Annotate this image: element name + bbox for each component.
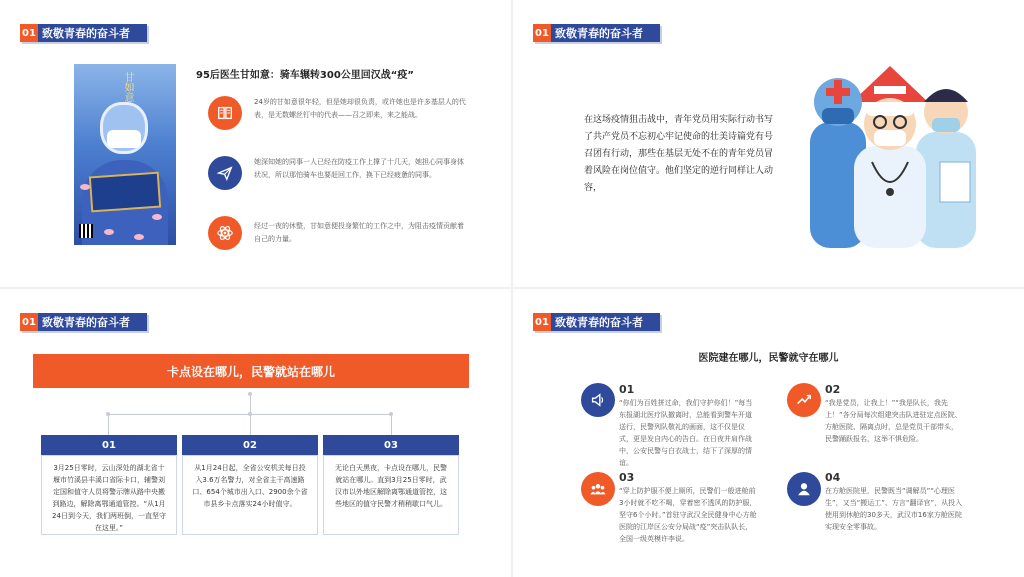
- medical-workers-illustration: [800, 62, 980, 248]
- section-title: 致敬青春的奋斗者: [551, 24, 660, 42]
- slide-3[interactable]: [0, 289, 511, 577]
- slide4-title: 医院建在哪儿，民警就守在哪儿: [698, 353, 839, 364]
- slide-4[interactable]: [513, 289, 1024, 577]
- section-number: 01: [533, 313, 551, 331]
- section-number: 01: [20, 24, 38, 42]
- section-tag: [20, 313, 147, 331]
- column-1-header: 01: [41, 435, 177, 455]
- people-icon: [581, 472, 615, 506]
- book-icon: [208, 96, 242, 130]
- column-2-text: 从1月24日起，全省公安机关每日投入3.6万名警力，对全省主干高速路口、654个城市出入口、2900余个省市县乡卡点落实24小时值守。: [182, 455, 318, 535]
- column-3-text: 无论白天黑夜，卡点设在哪儿，民警就站在哪儿。直到3月25日零时，武汉市以外地区解除离鄂通道管控，这些地区的值守民警才稍稍歇口气儿。: [323, 455, 459, 535]
- slide2-paragraph: 在这场疫情狙击战中，青年党员用实际行动书写了共产党员不忘初心牢记使命的壮美诗篇党有号召团有行动，那些在基层无处不在的青年党员冒着风险在岗位值守。他们坚定的逆行同样让人动容，: [584, 115, 774, 193]
- slide-1[interactable]: [0, 0, 511, 287]
- item-1-text: “你们为百姓拼过命，我们守护你们！”每当东报湖北医疗队撤离时，总能看到警车开道送行，民警列队敬礼的画面，这不仅是仪式，更是发自内心的告白。在日夜并肩作战中，公安民警与白衣战士，结下了深厚的情谊。: [619, 399, 753, 467]
- item-3-text: “穿上防护服不便上厕所，民警们一般进舱前3小时就不吃不喝，穿着密不透风的防护服，坚守6个小时。”首驻守武汉全民健身中心方舱医院的江岸区公安分局战“疫”突击队队长，全国一级英模许李说。: [619, 487, 757, 543]
- paper-plane-icon: [208, 156, 242, 190]
- item-4-text: 在方舱医院里，民警既当“调解员”“心理医生”，又当“搬运工”、方言“翻译官”，从投入使用到休舱的30多天，武汉市16家方舱医院实现安全零事故。: [825, 487, 963, 531]
- item-2-number: 02: [825, 383, 841, 396]
- atom-icon: [208, 216, 242, 250]
- section-tag: [20, 24, 147, 42]
- point-2-text: 她深知她的同事一人已经在防疫工作上撑了十几天，她担心同事身体状况，所以那怕骑车也要赶回工作，换下已经疲惫的同事。: [254, 158, 464, 179]
- megaphone-icon: [581, 383, 615, 417]
- item-1-number: 01: [619, 383, 635, 396]
- slide1-title: 95后医生甘如意：骑车辗转300公里回汉战“疫”: [196, 70, 414, 81]
- section-tag: [533, 313, 660, 331]
- slide3-banner: 卡点设在哪儿，民警就站在哪儿: [33, 354, 469, 388]
- column-3-header: 03: [323, 435, 459, 455]
- item-2-text: “我是党员，让我上！”“我是队长，我先上！”各分局每次组建突击队进驻定点医院、方舱医院、隔离点时，总是党员干部带头，民警踊跃报名，这举不惧危险。: [825, 399, 962, 443]
- item-3-number: 03: [619, 471, 635, 484]
- item-4-number: 04: [825, 471, 841, 484]
- column-1-text: 3月25日零时，云山深处的湖北省十堰市竹溪县丰溪口省际卡口，辅警刘定国和值守人员将警示牌从路中央搬到路边，解除离鄂通道管控。“从1月24日到今天，我们两班倒，一直坚守在这里。”: [41, 455, 177, 535]
- doctor-poster-image: [74, 64, 176, 245]
- qr-code-icon: [79, 224, 93, 238]
- point-1-text: 24岁的甘如意很年轻，但是她却很负责，或许她也是许多基层人的代表，是无数螺丝钉中的代表——召之即来，来之能战。: [254, 98, 466, 119]
- section-number: 01: [533, 24, 551, 42]
- section-tag: [533, 24, 660, 42]
- poster-caption: 甘如意: [122, 72, 133, 102]
- trend-chart-icon: [787, 383, 821, 417]
- section-title: 致敬青春的奋斗者: [38, 313, 147, 331]
- column-2-header: 02: [182, 435, 318, 455]
- user-icon: [787, 472, 821, 506]
- point-3-text: 经过一夜的休整，甘如意便投身繁忙的工作之中，为阻击疫情贡献着自己的力量。: [254, 222, 464, 243]
- section-title: 致敬青春的奋斗者: [551, 313, 660, 331]
- section-title: 致敬青春的奋斗者: [38, 24, 147, 42]
- section-number: 01: [20, 313, 38, 331]
